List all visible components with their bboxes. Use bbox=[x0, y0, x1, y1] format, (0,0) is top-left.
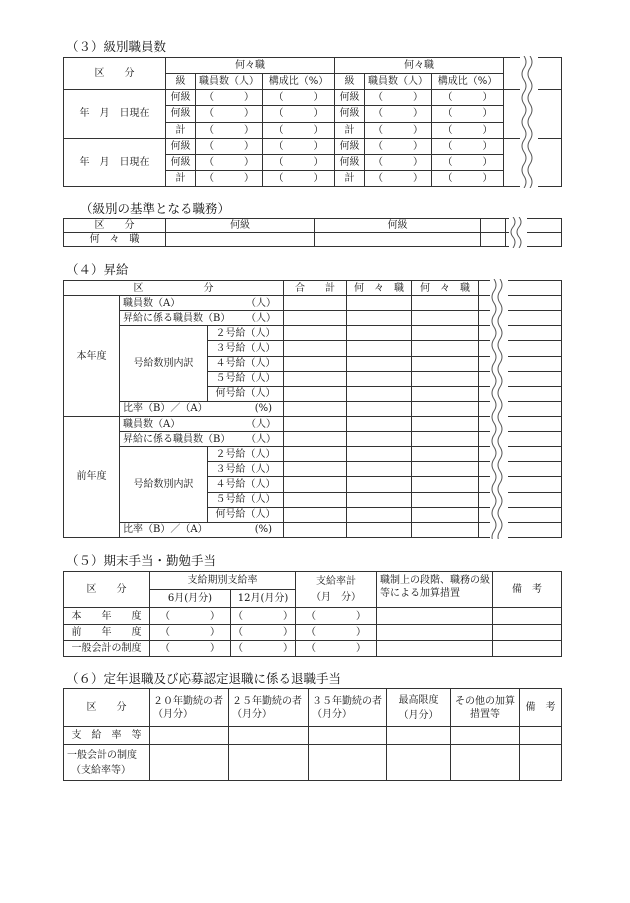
step-2: ２号給（人） bbox=[208, 447, 284, 462]
section-4-title: （４）昇給 bbox=[66, 262, 129, 277]
header-note: 備 考 bbox=[493, 572, 562, 608]
date-cell: 年 月 日現在 bbox=[64, 90, 166, 138]
cut-mark bbox=[520, 56, 538, 188]
header-35years: ３５年勤続の者（月分） bbox=[309, 689, 387, 727]
header-ratio: 構成比（%） bbox=[432, 74, 504, 90]
retirement-table bbox=[63, 688, 562, 781]
header-job-2: 何 々 職 bbox=[412, 281, 479, 296]
header-kyu: 級 bbox=[166, 74, 196, 90]
row-general: 一般会計の制度 （支給率等） bbox=[64, 745, 150, 781]
section-5-title: （５）期末手当・勤勉手当 bbox=[66, 553, 217, 568]
header-ku: 区 分 bbox=[64, 219, 166, 233]
job-label: 何 々 職 bbox=[64, 233, 166, 247]
header-note: 備 考 bbox=[520, 689, 562, 727]
step-5: ５号給（人） bbox=[208, 371, 284, 386]
step-3: ３号給（人） bbox=[208, 341, 284, 356]
bonus-table: 区 分 支給期別支給率 支給率計 （月 分） 職制上の段階、職務の級等による加算措置 備 考 6月(月分) 12月(月分) 本 年 度 （ ） （ ） （ ） 前 年 度 （ ） （ ） （ ） 一般会計の制度 （ ） （ ） （ ） bbox=[63, 571, 562, 657]
wavy-cut-icon bbox=[520, 56, 538, 188]
header-job-2: 何々職 bbox=[335, 58, 504, 74]
header-other: その他の加算措置等 bbox=[451, 689, 520, 727]
header-ku: 区 分 bbox=[64, 572, 150, 608]
row-this-year: 本 年 度 bbox=[64, 608, 150, 624]
grade-label: 何級 bbox=[335, 138, 365, 154]
header-measure: 職制上の段階、職務の級等による加算措置 bbox=[377, 572, 493, 608]
header-grade-2: 何級 bbox=[315, 219, 481, 233]
header-ku: 区 分 bbox=[64, 689, 150, 727]
total-label: 計 bbox=[166, 170, 196, 186]
grade-label: 何級 bbox=[166, 106, 196, 122]
header-count: 職員数（人） bbox=[365, 74, 432, 90]
grade-label: 何級 bbox=[166, 154, 196, 170]
breakdown-label: 号給数別内訳 bbox=[120, 326, 208, 402]
grade-label: 何級 bbox=[335, 90, 365, 106]
step-2: ２号給（人） bbox=[208, 326, 284, 341]
grade-label: 何級 bbox=[335, 106, 365, 122]
row-count-a: 職員数（A） （人） bbox=[120, 416, 284, 431]
header-25years: ２５年勤続の者（月分） bbox=[229, 689, 309, 727]
breakdown-label: 号給数別内訳 bbox=[120, 447, 208, 523]
grade-label: 何級 bbox=[166, 138, 196, 154]
header-total: 支給率計 （月 分） bbox=[296, 572, 377, 608]
header-grade-1: 何級 bbox=[166, 219, 315, 233]
cut-mark bbox=[490, 279, 508, 539]
last-year-label: 前年度 bbox=[64, 416, 120, 537]
header-ku: 区 分 bbox=[64, 58, 166, 90]
header-december: 12月(月分) bbox=[231, 590, 296, 608]
step-3: ３号給（人） bbox=[208, 462, 284, 477]
header-max: 最高限度 （月分） bbox=[387, 689, 451, 727]
step-4: ４号給（人） bbox=[208, 477, 284, 492]
grade-staff-table: 区 分 何々職 何々職 級 職員数（人） 構成比（%） 級 職員数（人） 構成比（%） 年 月 日現在 何級 （ ） （ ） 何級 （ ） （ ） 何級 （ ） （ ） 何級 （ ） （ ） 計 （ ） （ ） 計 （ ） （ ） 年 月 日現在 何級 （ ） （ ） 何級 （ ） （ ） 何級 （ ） （ ） 何級 （ ） （ ） 計 （ ） （ ） 計 （ ） （ ） bbox=[63, 57, 562, 187]
header-ratio: 構成比（%） bbox=[263, 74, 335, 90]
grade-standard-table bbox=[63, 218, 562, 247]
section-3-title: （３）級別職員数 bbox=[66, 39, 167, 54]
header-job-1: 何々職 bbox=[166, 58, 335, 74]
header-count: 職員数（人） bbox=[196, 74, 263, 90]
header-job-1: 何 々 職 bbox=[347, 281, 412, 296]
total-label: 計 bbox=[335, 170, 365, 186]
wavy-cut-icon bbox=[490, 279, 508, 539]
wavy-cut-icon bbox=[509, 217, 527, 248]
row-general: 一般会計の制度 bbox=[64, 640, 150, 656]
step-5: ５号給（人） bbox=[208, 492, 284, 507]
header-june: 6月(月分) bbox=[150, 590, 231, 608]
grade-label: 何級 bbox=[166, 90, 196, 106]
salary-raise-table bbox=[63, 280, 562, 538]
row-rate: 支 給 率 等 bbox=[64, 727, 150, 745]
cut-mark bbox=[509, 217, 527, 248]
header-20years: ２０年勤続の者（月分） bbox=[150, 689, 229, 727]
row-ratio: 比率（B）／（A） (%) bbox=[120, 401, 284, 416]
step-n: 何号給（人） bbox=[208, 386, 284, 401]
section-6-title: （６）定年退職及び応募認定退職に係る退職手当 bbox=[66, 671, 342, 686]
row-ratio: 比率（B）／（A） (%) bbox=[120, 522, 284, 537]
header-ku: 区 分 bbox=[64, 281, 284, 296]
step-n: 何号給（人） bbox=[208, 507, 284, 522]
header-kyu: 級 bbox=[335, 74, 365, 90]
total-label: 計 bbox=[335, 122, 365, 138]
row-last-year: 前 年 度 bbox=[64, 624, 150, 640]
row-count-b: 昇給に係る職員数（B） （人） bbox=[120, 432, 284, 447]
header-rate: 支給期別支給率 bbox=[150, 572, 296, 590]
row-count-a: 職員数（A） （人） bbox=[120, 296, 284, 311]
grade-label: 何級 bbox=[335, 154, 365, 170]
this-year-label: 本年度 bbox=[64, 296, 120, 417]
row-count-b: 昇給に係る職員数（B） （人） bbox=[120, 311, 284, 326]
date-cell: 年 月 日現在 bbox=[64, 138, 166, 186]
step-4: ４号給（人） bbox=[208, 356, 284, 371]
grade-standard-title: （級別の基準となる職務） bbox=[80, 201, 231, 216]
total-label: 計 bbox=[166, 122, 196, 138]
header-total: 合 計 bbox=[284, 281, 347, 296]
